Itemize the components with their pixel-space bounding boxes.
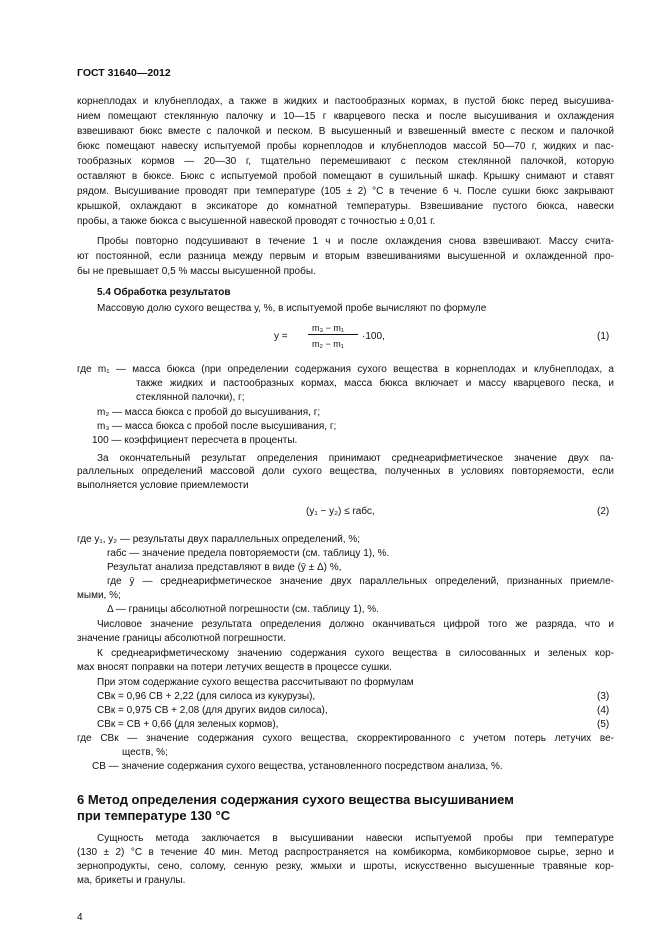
formula-number: (1) (597, 330, 610, 342)
text-line: бы не превышает 0,5 % массы высушенной пробы. (77, 266, 316, 277)
text-line: где ȳ — среднеарифметическое значение двух параллельных определений, признанных приемле- (107, 576, 614, 588)
formula-numerator: m₃ − m₁ (312, 323, 344, 334)
text-line: m₂ — масса бюкса с пробой до высушивания, г; (97, 406, 321, 418)
formula-tail: ·100, (362, 330, 385, 342)
text-line: Массовую долю сухого вещества у, %, в испытуемой пробе вычисляют по формуле (97, 302, 487, 314)
text-line: корнеплодах и клубнеплодах, а также в жидких и пастообразных кормах, в пустой бюкс перед высушива- (77, 96, 614, 107)
text-line: Числовое значение результата определения должно оканчиваться цифрой того же разряда, что и (97, 618, 614, 630)
formula-number: (4) (597, 704, 610, 716)
text-line: также жидких и пастообразных кормах, масса бюкса включает и массу кварцевого песка, и (136, 378, 614, 390)
text-line: ют постоянной, если разница между первым и вторым взвешиваниями высушенной и охлажденной про- (77, 251, 614, 262)
section-heading: 5.4 Обработка результатов (97, 287, 231, 298)
text-line: Пробы повторно подсушивают в течение 1 ч и после охлаждения снова взвешивают. Массу счита- (97, 236, 614, 247)
text-line: взвешивают бюкс вместе с палочкой и песком. В высушенный и взвешенный вместе с песком и палочкой (77, 126, 614, 137)
text-line: выполняется условие приемлемости (77, 480, 249, 492)
text-line: Сущность метода заключается в высушивании навески испытуемой пробы при температуре (97, 832, 614, 844)
text-line: пробы, а также бюкса с высушенной навеской проводят с точностью ± 0,01 г. (77, 216, 436, 227)
formula-denominator: m₂ − m₁ (312, 339, 344, 350)
text-line: За окончательный результат определения принимают среднеарифметическое значение двух па- (97, 452, 614, 464)
text-line: ма, брикеты и гранулы. (77, 874, 186, 886)
text-line: раллельных определений массовой доли сухого вещества, полученных в условиях повторяемости, если (77, 466, 614, 478)
text-line: К среднеарифметическому значению содержания сухого вещества в силосованных и зеленых кор- (97, 647, 614, 659)
text-line: При этом содержание сухого вещества рассчитывают по формулам (97, 676, 414, 688)
text-line: СВ — значение содержания сухого вещества, установленного посредством анализа, %. (92, 761, 503, 773)
text-line: мах вносят поправки на потери летучих веществ в процессе сушки. (77, 661, 392, 673)
text-line: rабс — значение предела повторяемости (см. таблицу 1), %. (107, 548, 390, 560)
text-line: значение границы абсолютной погрешности. (77, 632, 286, 644)
text-line: 100 — коэффициент пересчета в проценты. (92, 434, 298, 446)
page-number: 4 (77, 912, 83, 923)
text-line: тообразных кормов — 20—30 г, тщательно перемешивают с песком стеклянной палочкой, которую (77, 156, 614, 167)
text-line: где СВк — значение содержания сухого вещества, скорректированного с учетом потерь летучих ве- (77, 733, 614, 745)
text-line: стеклянной палочки), г; (136, 392, 245, 404)
text-line: Результат анализа представляют в виде (ȳ ± Δ) %, (107, 562, 342, 574)
text-line: Δ — границы абсолютной погрешности (см. таблицу 1), %. (107, 604, 379, 616)
section-6-heading-line-1: 6 Метод определения содержания сухого вещества высушиванием (77, 791, 514, 807)
text-line: нием помещают стеклянную палочку и 10—15 г кварцевого песка и после высушивания и охлаждения (77, 111, 614, 122)
formula-4: СВк = 0,975 СВ + 2,08 (для других видов силоса), (97, 704, 328, 716)
formula-number: (5) (597, 718, 610, 730)
text-line: бюкс помещают навеску испытуемой пробы корнеплодов и клубнеплодов массой 50—70 г, жидких и пас- (77, 141, 614, 152)
fraction-bar (308, 334, 358, 335)
formula-2: (у₁ − у₂) ≤ rабс, (306, 506, 375, 518)
formula-5: СВк = СВ + 0,66 (для зеленых кормов), (97, 718, 279, 730)
text-line: крышкой, охлаждают в эксикаторе до комнатной температуры. Взвешивание пустого бюкса, навески (77, 201, 614, 212)
text-line: (130 ± 2) °С в течение 40 мин. Метод распространяется на комбикорма, комбикормовое сырье, зерно и (77, 846, 614, 858)
text-line: где m₁ — масса бюкса (при определении содержания сухого вещества в корнеплодах и клубнеплодах, а (77, 364, 614, 376)
text-line: рядом. Высушивание проводят при температуре (105 ± 2) °С в течение 6 ч. После сушки бюкс закрывают (77, 186, 614, 197)
text-line: где у₁, у₂ — результаты двух параллельных определений, %; (77, 534, 361, 546)
text-line: оставляют в бюксе. Бюкс с испытуемой пробой помещают в сушильный шкаф. Крышку снимают и ставят (77, 171, 614, 182)
text-line: мыми, %; (77, 590, 121, 602)
formula-3: СВк = 0,96 СВ + 2,22 (для силоса из кукурузы), (97, 690, 316, 702)
formula-lhs: у = (274, 330, 288, 342)
text-line: ществ, %; (122, 747, 168, 759)
formula-number: (2) (597, 506, 610, 518)
text-line: m₃ — масса бюкса с пробой после высушивания, г; (97, 420, 337, 432)
document-header: ГОСТ 31640—2012 (77, 67, 171, 79)
formula-number: (3) (597, 690, 610, 702)
section-6-heading-line-2: при температуре 130 °С (77, 807, 231, 823)
text-line: зернопродукты, сено, солому, сенную резку, жмыхи и шроты, искусственно высушенные травяные кор- (77, 860, 614, 872)
